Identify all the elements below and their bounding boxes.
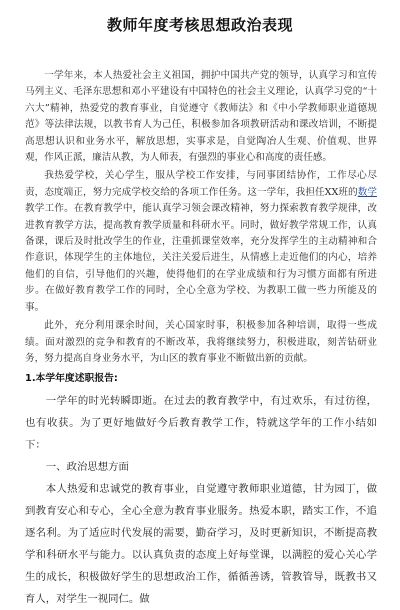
paragraph-1: 一学年来，本人热爱社会主义祖国，拥护中国共产党的领导，认真学习和宣传马列主义、毛泽东思想和邓小平建设有中国特色的社会主义理论，认真学习党的“十六大”精神，热爱党的教育事业，自觉遵守《教师法》和《中小学教师职业道德规范》等法律法规，以教书育人为己任，积极参加各项教研活动和课改培训，不断提高思想认识和业务水平，解放思想，实事求是，自觉陶冶人生观、价值观、世界观，作风正派，廉洁从教，为人师表，有强烈的事业心和高度的责任感。: [25, 70, 377, 164]
paragraph-2: [25, 168, 377, 316]
report-paragraph: 本人热爱和忠诚党的教育事业，自觉遵守教师职业道德，甘为园丁，做到教育安心和专心，全心全意为教育事业服务。热爱本职，踏实工作，不追逐名利。为了适应时代发展的需要，勤奋学习，及时更新知识，不断提高教学和科研水平与能力。以认真负责的态度上好每堂课，以满腔的爱心关心学生的成长，积极做好学生的思想政治工作，循循善诱，管教管导，既教书又育人，对学生一视同仁。做: [25, 483, 377, 605]
math-link[interactable]: 数学: [357, 186, 377, 198]
document-body: [25, 68, 377, 367]
report-intro: 一学年的时光转瞬即逝。在过去的教育教学中，有过欢乐，有过彷徨，也有收获。为了更好地做好今后教育教学工作，特就这学年的工作小结如下：: [25, 395, 377, 451]
paragraph-3: 此外，充分利用课余时间，关心国家时事，积极参加各种培训，取得一些成绩。面对激烈的竞争和教育的不断改革，我将继续努力，积极进取，刻苦钻研业务，努力提高自身业务水平，为山区的教育事业不断做出新的贡献。: [25, 320, 377, 364]
paragraph-2-rest: 教学工作。在教育教学中，能认真学习领会课改精神，努力探索教育教学规律，改进教育教学方法，提高教育教学质量和科研水平。同时，做好教学常规工作，认真备课，课后及时批改学生的作业，注重抓课堂效率，充分发挥学生的主动精神和合作意识，体现学生的主体地位，关注关爱后进生，从情感上走近他们的内心，培养他们的自信，引导他们的兴趣，使得他们的在学业成绩和行为习惯方面都有所进步。在做好教育教学工作的同时，全心全意为学校、为教职工做一些力所能及的事。: [25, 203, 377, 313]
report-subheading: 一、政治思想方面: [45, 461, 129, 473]
section-heading: 1.本学年度述职报告:: [25, 373, 118, 384]
report-section: [25, 390, 377, 610]
document-title: 教师年度考核思想政治表现: [106, 16, 293, 34]
paragraph-2-text: 我热爱学校，关心学生，服从学校工作安排，与同事团结协作，工作尽心尽责，态度端正，努力完成学校交给的各项工作任务。这一学年，我担任XX班的: [25, 170, 377, 198]
